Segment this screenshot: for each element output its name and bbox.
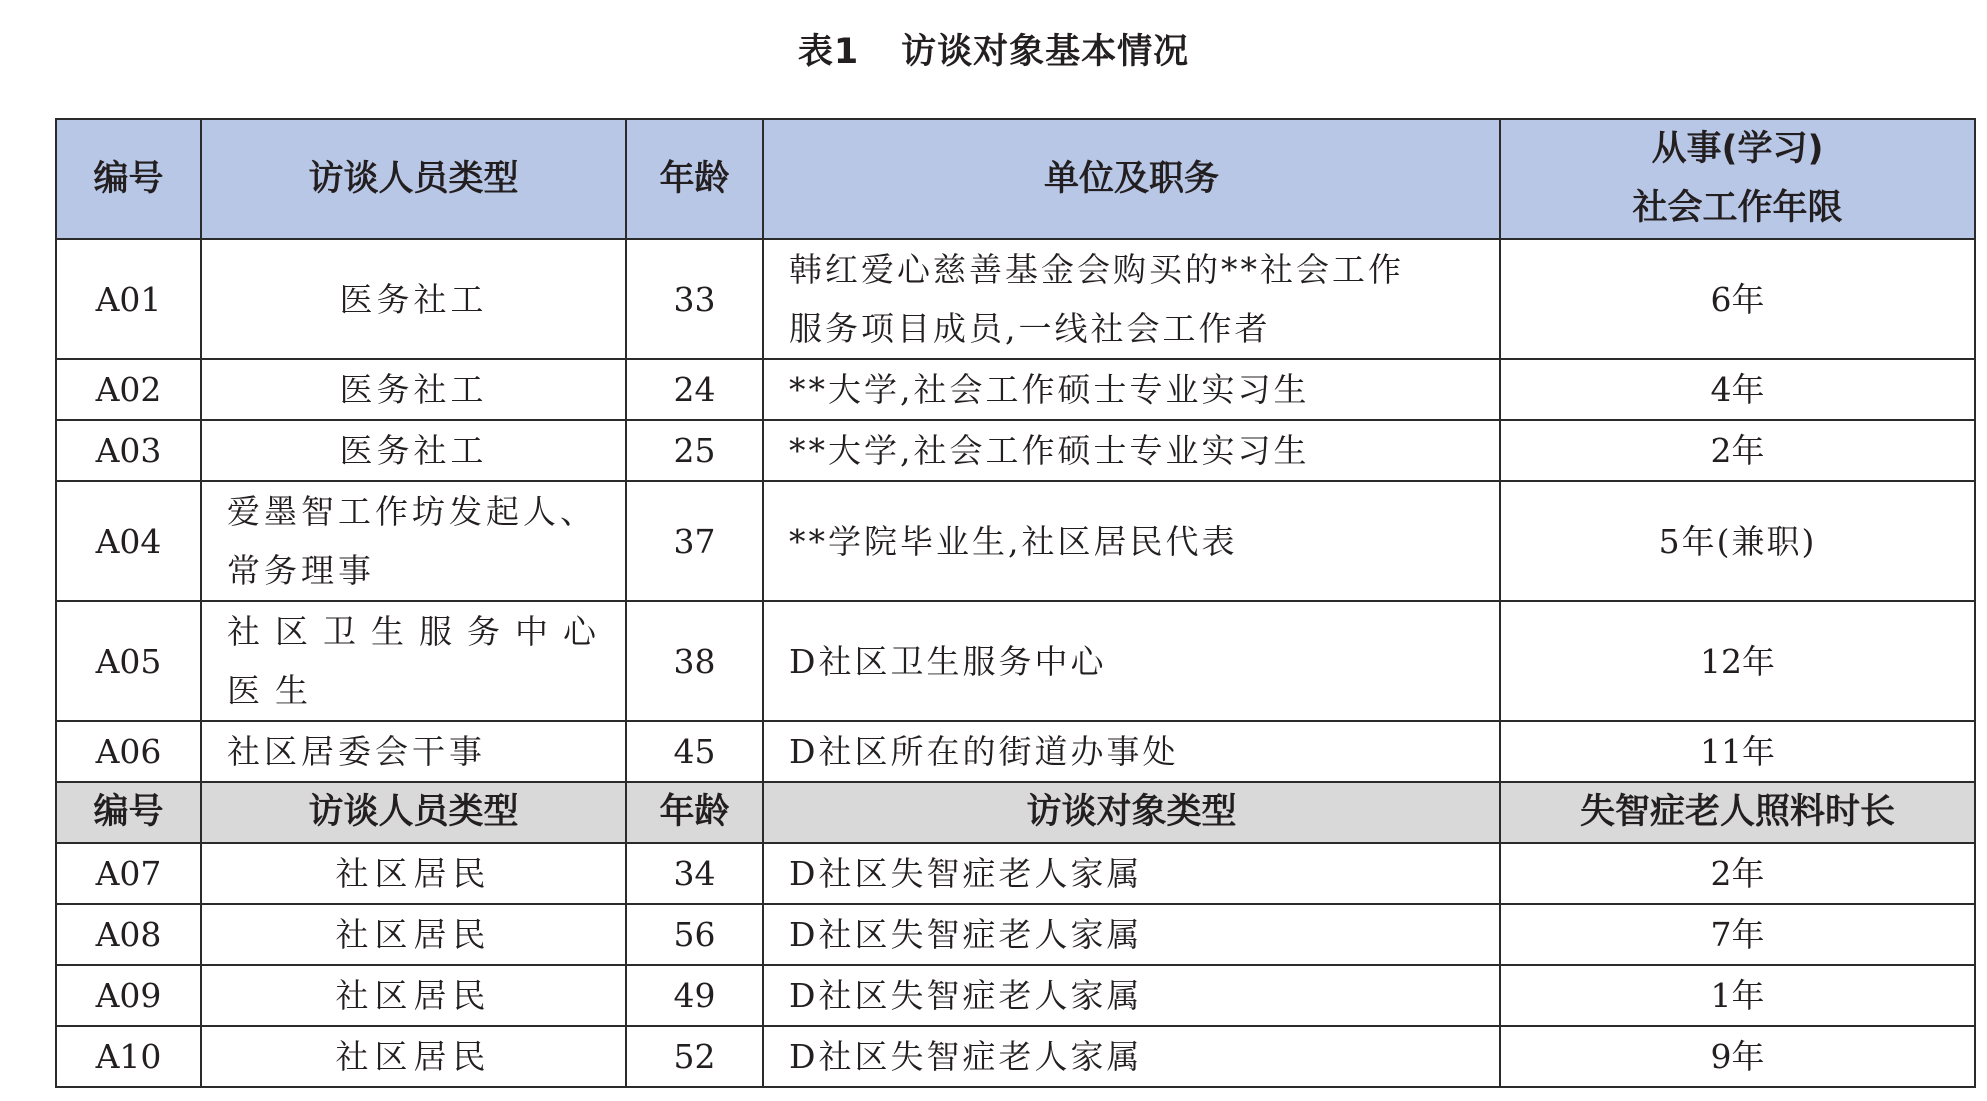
cell-unit-line: 服务项目成员,一线社会工作者 [789,309,1271,348]
cell-age: 45 [626,721,763,782]
cell-type-line: 医生 [227,671,323,710]
header-years [1500,119,1975,239]
header-row-primary [56,119,1975,239]
cell-type: 医务社工 [201,239,626,359]
cell-id: A01 [56,239,201,359]
cell-years: 2年 [1500,420,1975,481]
header-years-line1: 从事(学习) [1651,129,1824,169]
cell-id: A07 [56,843,201,904]
cell-years: 4年 [1500,359,1975,420]
header-type: 访谈人员类型 [201,119,626,239]
table-caption [0,24,1987,74]
cell-age: 24 [626,359,763,420]
cell-type-line: 社区卫生服务中心 [227,612,611,651]
cell-id: A08 [56,904,201,965]
table-row [56,239,1975,359]
interviewee-table [55,118,1976,1088]
cell-id: A06 [56,721,201,782]
cell-type: 社区居民 [201,904,626,965]
header-years-line2: 社会工作年限 [1632,188,1843,228]
cell-age: 56 [626,904,763,965]
cell-id: A10 [56,1026,201,1087]
cell-unit: **大学,社会工作硕士专业实习生 [763,359,1500,420]
table-row [56,721,1975,782]
cell-type-line: 爱墨智工作坊发起人、 [227,492,597,531]
cell-id: A03 [56,420,201,481]
table-title: 访谈对象基本情况 [901,32,1190,72]
cell-target: D社区失智症老人家属 [763,843,1500,904]
table-row [56,843,1975,904]
cell-age: 37 [626,481,763,601]
cell-age: 34 [626,843,763,904]
header-row-secondary [56,782,1975,843]
cell-target: D社区失智症老人家属 [763,965,1500,1026]
cell-unit: **大学,社会工作硕士专业实习生 [763,420,1500,481]
cell-unit-line: 韩红爱心慈善基金会购买的**社会工作 [789,250,1404,289]
cell-type: 社区居委会干事 [201,721,626,782]
header-age: 年龄 [626,782,763,843]
cell-duration: 2年 [1500,843,1975,904]
cell-duration: 7年 [1500,904,1975,965]
cell-type [201,601,626,721]
cell-years: 6年 [1500,239,1975,359]
table-row [56,904,1975,965]
header-age: 年龄 [626,119,763,239]
cell-type: 社区居民 [201,843,626,904]
cell-age: 38 [626,601,763,721]
cell-unit [763,239,1500,359]
header-unit: 单位及职务 [763,119,1500,239]
cell-type-line: 常务理事 [227,551,375,590]
cell-unit: D社区所在的街道办事处 [763,721,1500,782]
header-target: 访谈对象类型 [763,782,1500,843]
cell-years: 12年 [1500,601,1975,721]
cell-id: A09 [56,965,201,1026]
cell-years: 11年 [1500,721,1975,782]
header-duration: 失智症老人照料时长 [1500,782,1975,843]
table-row [56,1026,1975,1087]
cell-type: 医务社工 [201,420,626,481]
cell-type: 社区居民 [201,1026,626,1087]
table-row [56,601,1975,721]
cell-age: 25 [626,420,763,481]
cell-years: 5年(兼职) [1500,481,1975,601]
cell-duration: 9年 [1500,1026,1975,1087]
cell-unit: **学院毕业生,社区居民代表 [763,481,1500,601]
table-row [56,420,1975,481]
cell-type: 社区居民 [201,965,626,1026]
cell-age: 49 [626,965,763,1026]
cell-id: A05 [56,601,201,721]
table-row [56,965,1975,1026]
header-id: 编号 [56,782,201,843]
header-type: 访谈人员类型 [201,782,626,843]
cell-age: 33 [626,239,763,359]
table-row [56,481,1975,601]
cell-target: D社区失智症老人家属 [763,904,1500,965]
cell-id: A02 [56,359,201,420]
table-number: 表1 [797,32,860,72]
cell-id: A04 [56,481,201,601]
header-id: 编号 [56,119,201,239]
cell-type [201,481,626,601]
cell-duration: 1年 [1500,965,1975,1026]
cell-unit: D社区卫生服务中心 [763,601,1500,721]
cell-target: D社区失智症老人家属 [763,1026,1500,1087]
table-row [56,359,1975,420]
cell-type: 医务社工 [201,359,626,420]
cell-age: 52 [626,1026,763,1087]
